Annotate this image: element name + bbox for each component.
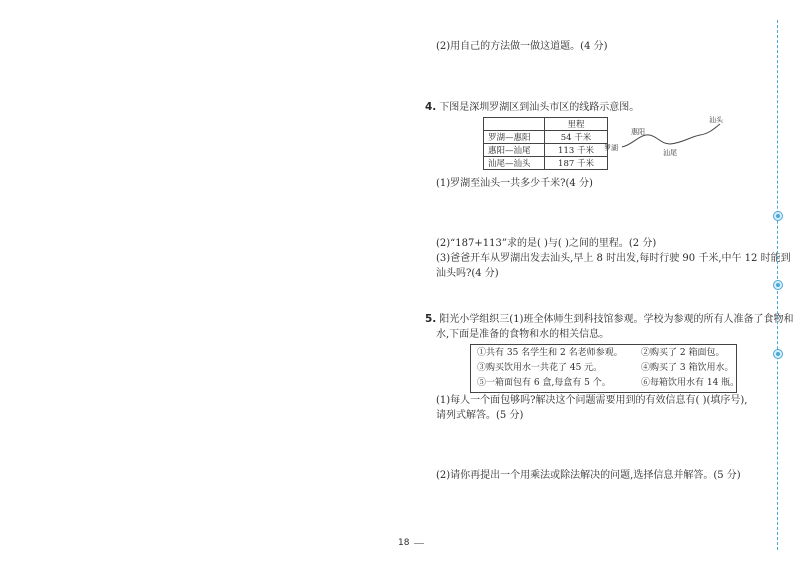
- info-item: ②购买了 2 箱面包。: [641, 348, 725, 358]
- route-cell: 惠阳—汕尾: [484, 144, 545, 157]
- q5-part2: (2)请你再提出一个用乘法或除法解决的问题,选择信息并解答。(5 分): [436, 470, 741, 481]
- table-row: [484, 157, 608, 170]
- q4-part3-line2: 汕头吗?(4 分): [436, 268, 499, 279]
- map-label-shantou: 汕头: [709, 116, 723, 124]
- q4-number: 4.: [425, 101, 437, 113]
- q5-stem-line2: 水,下面是准备的食物和水的相关信息。: [436, 329, 610, 340]
- map-label-huiyang: 惠阳: [631, 128, 645, 136]
- q4-stem-text: 下图是深圳罗湖区到汕头市区的线路示意图。: [439, 102, 640, 113]
- info-box: [470, 344, 740, 393]
- table-corner: [484, 118, 545, 131]
- info-item: ⑤一箱面包有 6 盒,每盒有 5 个。: [477, 378, 611, 388]
- q5-part1-line1: (1)每人一个面包够吗?解决这个问题需要用到的有效信息有( )(填序号),: [436, 395, 748, 406]
- info-item: ①共有 35 名学生和 2 名老师参观。: [477, 348, 623, 358]
- page-number-dash: [414, 543, 424, 544]
- map-label-luohu: 罗湖: [604, 144, 618, 152]
- page-number: 18: [398, 538, 410, 548]
- table-row: [484, 118, 608, 131]
- q5-part1-line2: 请列式解答。(5 分): [436, 410, 524, 421]
- info-item: ③购买饮用水一共花了 45 元。: [477, 363, 603, 373]
- distance-table: [483, 117, 608, 170]
- q4-part1: (1)罗湖至汕头一共多少千米?(4 分): [436, 178, 593, 189]
- table-header: 里程: [545, 118, 608, 131]
- q3-part2: (2)用自己的方法做一做这道题。(4 分): [436, 41, 608, 52]
- route-map: [600, 112, 730, 164]
- q5-number: 5.: [425, 313, 437, 325]
- binding-hole: [773, 349, 783, 359]
- q4-part3-line1: (3)爸爸开车从罗湖出发去汕头,早上 8 时出发,每时行驶 90 千米,中午 12 时能到: [436, 253, 791, 264]
- binding-hole: [773, 211, 783, 221]
- binding-hole: [773, 280, 783, 290]
- info-item: ④购买了 3 箱饮用水。: [641, 363, 734, 373]
- info-item: ⑥每箱饮用水有 14 瓶。: [641, 378, 740, 388]
- q4-part2: (2)“187+113”求的是( )与( )之间的里程。(2 分): [436, 238, 657, 249]
- table-row: [484, 131, 608, 144]
- distance-cell: 113 千米: [545, 144, 608, 157]
- table-row: [484, 144, 608, 157]
- distance-cell: 187 千米: [545, 157, 608, 170]
- q5-stem-text: 阳光小学组织三(1)班全体师生到科技馆参观。学校为参观的所有人准备了食物和: [439, 314, 794, 325]
- route-cell: 汕尾—汕头: [484, 157, 545, 170]
- map-label-shanwei: 汕尾: [663, 149, 677, 157]
- q5-stem-line1: [425, 313, 793, 326]
- route-cell: 罗湖—惠阳: [484, 131, 545, 144]
- distance-cell: 54 千米: [545, 131, 608, 144]
